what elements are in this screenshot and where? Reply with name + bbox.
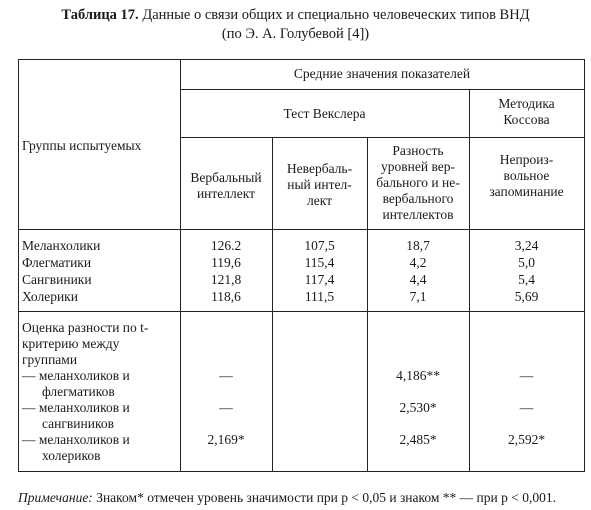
table-source: (по Э. А. Голубевой [4]) [221,26,370,42]
eval-item-1-v4: — [519,368,534,383]
col3-header-5: интеллектов [382,207,454,222]
header-sub-rule [180,137,584,138]
note-label: Примечание: [18,490,93,505]
kossov-header-1: Методика [498,96,555,111]
col2-header-3: лект [306,193,332,208]
evaluation-heading-2: критерию между [22,336,120,351]
note-text: Знаком* отмечен уровень значимости при р < 0,05 и знаком ** — при р < 0,001. [96,490,556,505]
eval-item-3-v3: 2,485* [399,432,437,447]
row-melancholic-v1: 126.2 [210,238,242,253]
row-choleric-v2: 111,5 [304,289,335,304]
eval-item-2-v4: — [519,400,534,415]
eval-item-1-v3: 4,186** [396,368,440,383]
eval-item-2-label-1: — меланхоликов и [22,400,130,415]
table-right-rule [584,59,585,472]
row-choleric-v3: 7,1 [409,289,427,304]
col2-header-1: Невербаль- [286,161,353,176]
row-phlegmatic-label: Флегматики [22,255,92,270]
row-phlegmatic-v4: 5,0 [518,255,535,270]
eval-item-3-label-1: — меланхоликов и [22,432,130,447]
row-sanguine-v1: 121,8 [210,272,242,287]
evaluation-heading-3: группами [22,352,78,367]
row-melancholic-v2: 107,5 [304,238,335,253]
eval-item-2-v1: — [219,400,233,415]
row-phlegmatic-v1: 119,6 [211,255,241,270]
header-bottom-rule [18,229,584,230]
row-melancholic-v4: 3,24 [514,238,539,253]
row-choleric-v4: 5,69 [514,289,539,304]
row-sanguine-v4: 5,4 [518,272,535,287]
row-melancholic-v3: 18,7 [406,238,430,253]
table-label: Таблица 17. [61,7,139,23]
group-column-header: Группы испытуемых [22,138,142,153]
col3-header-1: Разность [392,143,444,158]
row-sanguine-v3: 4,4 [409,272,427,287]
eval-item-3-v1: 2,169* [207,432,245,447]
table-bottom-rule [18,471,584,472]
evaluation-heading-1: Оценка разности по t- [22,320,149,335]
eval-item-2-label-2: сангвиников [42,416,114,431]
header-main-rule [180,89,584,90]
eval-item-3-label-2: холериков [42,448,101,463]
row-sanguine-label: Сангвиники [22,272,92,287]
eval-item-2-v3: 2,530* [399,400,437,415]
table-title: Данные о связи общих и специально человеческих типов ВНД [142,7,530,23]
table-note [18,490,556,506]
eval-item-1-v1: — [219,368,233,383]
row-sanguine-v2: 117,4 [304,272,335,287]
wechsler-header: Тест Векслера [283,106,366,121]
col3-header-2: уровней вер- [381,159,455,174]
col1-header-2: интеллект [196,186,256,201]
row-choleric-label: Холерики [22,289,78,304]
col4-header-1: Непроиз- [499,152,554,167]
eval-item-1-label-1: — меланхоликов и [22,368,130,383]
col4-header-3: запоминание [489,184,564,199]
col1-header-1: Вербальный [190,170,262,185]
table-left-rule [18,59,19,472]
col3-header-3: бального и не- [376,175,460,190]
eval-item-1-label-2: флегматиков [42,384,115,399]
row-phlegmatic-v3: 4,2 [409,255,427,270]
row-phlegmatic-v2: 115,4 [304,255,335,270]
table-top-rule [18,59,584,60]
col4-header-2: вольное [503,168,550,183]
eval-item-3-v4: 2,592* [507,432,546,447]
table-caption [0,7,591,24]
groups-bottom-rule [18,311,584,312]
row-choleric-v1: 118,6 [211,289,241,304]
row-melancholic-label: Меланхолики [22,238,101,253]
main-header: Средние значения показателей [293,66,471,81]
col2-header-2: ный интел- [287,177,352,192]
kossov-header-2: Коссова [503,112,550,127]
col3-header-4: вербального [382,191,454,206]
